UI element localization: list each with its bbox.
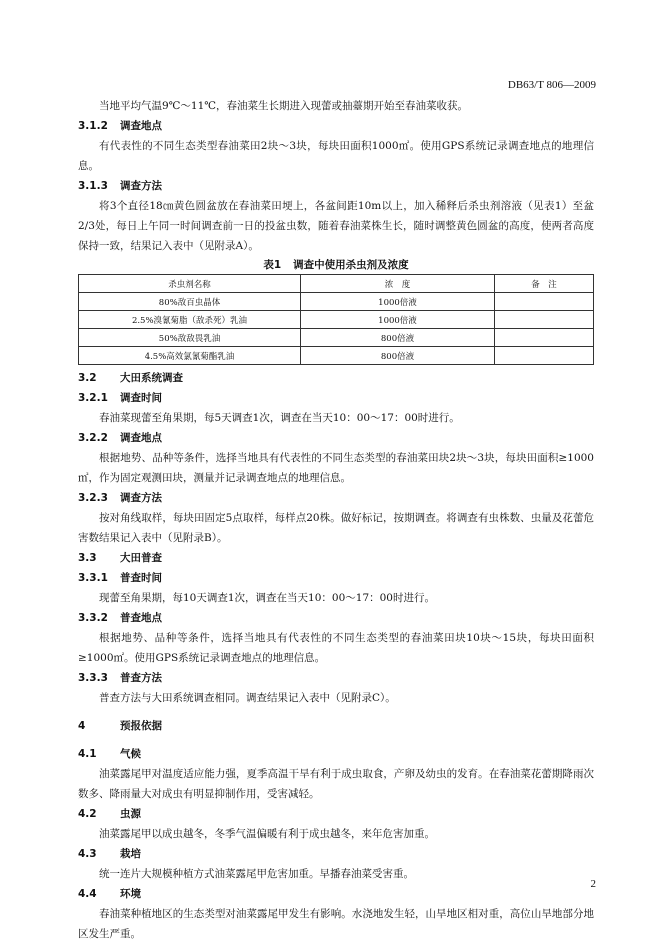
heading-4-4: 4.4 环境 <box>78 888 141 900</box>
paragraph-3-1-3: 将3个直径18㎝黄色圆盆放在春油菜田埂上，各盆间距10m以上，加入稀释后杀虫剂溶液（见表1）至盆2/3处，每日上午同一时间调查前一日的投盆虫数，随着春油菜株生长，随时调整黄色圆盆的高度，使两者高度保持一致，结果记入表中（见附录A）。 <box>78 200 594 252</box>
table-cell <box>495 329 594 347</box>
table-header-cell: 备 注 <box>495 275 594 293</box>
paragraph-3-2-2: 根据地势、品种等条件，选择当地具有代表性的不同生态类型的春油菜田块2块～3块，每块田面积≥1000㎡，作为固定观测田块，测量并记录调查地点的地理信息。 <box>78 452 594 484</box>
heading-3-2-3: 3.2.3 调查方法 <box>78 492 162 504</box>
table-cell <box>495 293 594 311</box>
paragraph-intro: 当地平均气温9℃～11℃，春油菜生长期进入现蕾或抽薹期开始至春油菜收获。 <box>99 100 469 112</box>
standard-number: DB63/T 806—2009 <box>507 79 596 91</box>
paragraph-3-3-2: 根据地势、品种等条件，选择当地具有代表性的不同生态类型的春油菜田块10块～15块，每块田面积≥1000㎡。使用GPS系统记录调查地点的地理信息。 <box>78 632 594 664</box>
table-cell: 80%敌百虫晶体 <box>79 293 301 311</box>
table-row <box>79 329 594 347</box>
table-cell: 50%敌敌畏乳油 <box>79 329 301 347</box>
heading-3-1-2: 3.1.2 调查地点 <box>78 120 162 132</box>
paragraph-4-2: 油菜露尾甲以成虫越冬，冬季气温偏暖有利于成虫越冬，来年危害加重。 <box>99 828 435 840</box>
heading-3-3: 3.3 大田普查 <box>78 552 162 564</box>
heading-4-3: 4.3 栽培 <box>78 848 141 860</box>
table-cell: 2.5%溴氰菊脂（敌杀死）乳油 <box>79 311 301 329</box>
heading-4: 4 预报依据 <box>78 720 162 732</box>
heading-3-2-2: 3.2.2 调查地点 <box>78 432 162 444</box>
heading-3-2-1: 3.2.1 调查时间 <box>78 392 162 404</box>
paragraph-3-2-3: 按对角线取样，每块田固定5点取样，每样点20株。做好标记，按期调查。将调查有虫株数、虫量及花蕾危害数结果记入表中（见附录B）。 <box>78 512 594 544</box>
table-cell <box>495 311 594 329</box>
table-cell: 1000倍液 <box>301 311 495 329</box>
heading-3-3-2: 3.3.2 普查地点 <box>78 612 162 624</box>
table-row <box>79 293 594 311</box>
page-number: 2 <box>590 878 596 890</box>
table-cell: 800倍液 <box>301 347 495 365</box>
heading-4-2: 4.2 虫源 <box>78 808 141 820</box>
table-row <box>79 311 594 329</box>
insecticide-table <box>78 274 594 365</box>
table-header-row <box>79 275 594 293</box>
paragraph-4-3: 统一连片大规模种植方式油菜露尾甲危害加重。早播春油菜受害重。 <box>99 868 414 880</box>
paragraph-3-3-3: 普查方法与大田系统调查相同。调查结果记入表中（见附录C）。 <box>99 692 396 704</box>
heading-4-1: 4.1 气候 <box>78 748 141 760</box>
paragraph-4-4: 春油菜种植地区的生态类型对油菜露尾甲发生有影响。水浇地发生轻，山旱地区相对重，高位山旱地部分地区发生严重。 <box>78 908 594 940</box>
table-cell: 4.5%高效氯氰菊酯乳油 <box>79 347 301 365</box>
table-cell: 800倍液 <box>301 329 495 347</box>
table-cell <box>495 347 594 365</box>
table-header-cell: 杀虫剂名称 <box>79 275 301 293</box>
table-row <box>79 347 594 365</box>
table-caption: 表1 调查中使用杀虫剂及浓度 <box>263 259 409 271</box>
table-header-cell: 浓 度 <box>301 275 495 293</box>
heading-3-2: 3.2 大田系统调查 <box>78 372 183 384</box>
heading-3-3-1: 3.3.1 普查时间 <box>78 572 162 584</box>
paragraph-3-2-1: 春油菜现蕾至角果期，每5天调查1次，调查在当天10：00～17：00时进行。 <box>99 412 460 424</box>
heading-3-3-3: 3.3.3 普查方法 <box>78 672 162 684</box>
heading-3-1-3: 3.1.3 调查方法 <box>78 180 162 192</box>
paragraph-4-1: 油菜露尾甲对温度适应能力强，夏季高温干旱有利于成虫取食，产卵及幼虫的发育。在春油菜花蕾期降雨次数多、降雨量大对成虫有明显抑制作用，受害减轻。 <box>78 768 594 800</box>
paragraph-3-1-2: 有代表性的不同生态类型春油菜田2块～3块，每块田面积1000㎡。使用GPS系统记录调查地点的地理信息。 <box>78 140 594 172</box>
table-cell: 1000倍液 <box>301 293 495 311</box>
paragraph-3-3-1: 现蕾至角果期，每10天调查1次，调查在当天10：00～17：00时进行。 <box>99 592 435 604</box>
document-body <box>78 96 594 944</box>
